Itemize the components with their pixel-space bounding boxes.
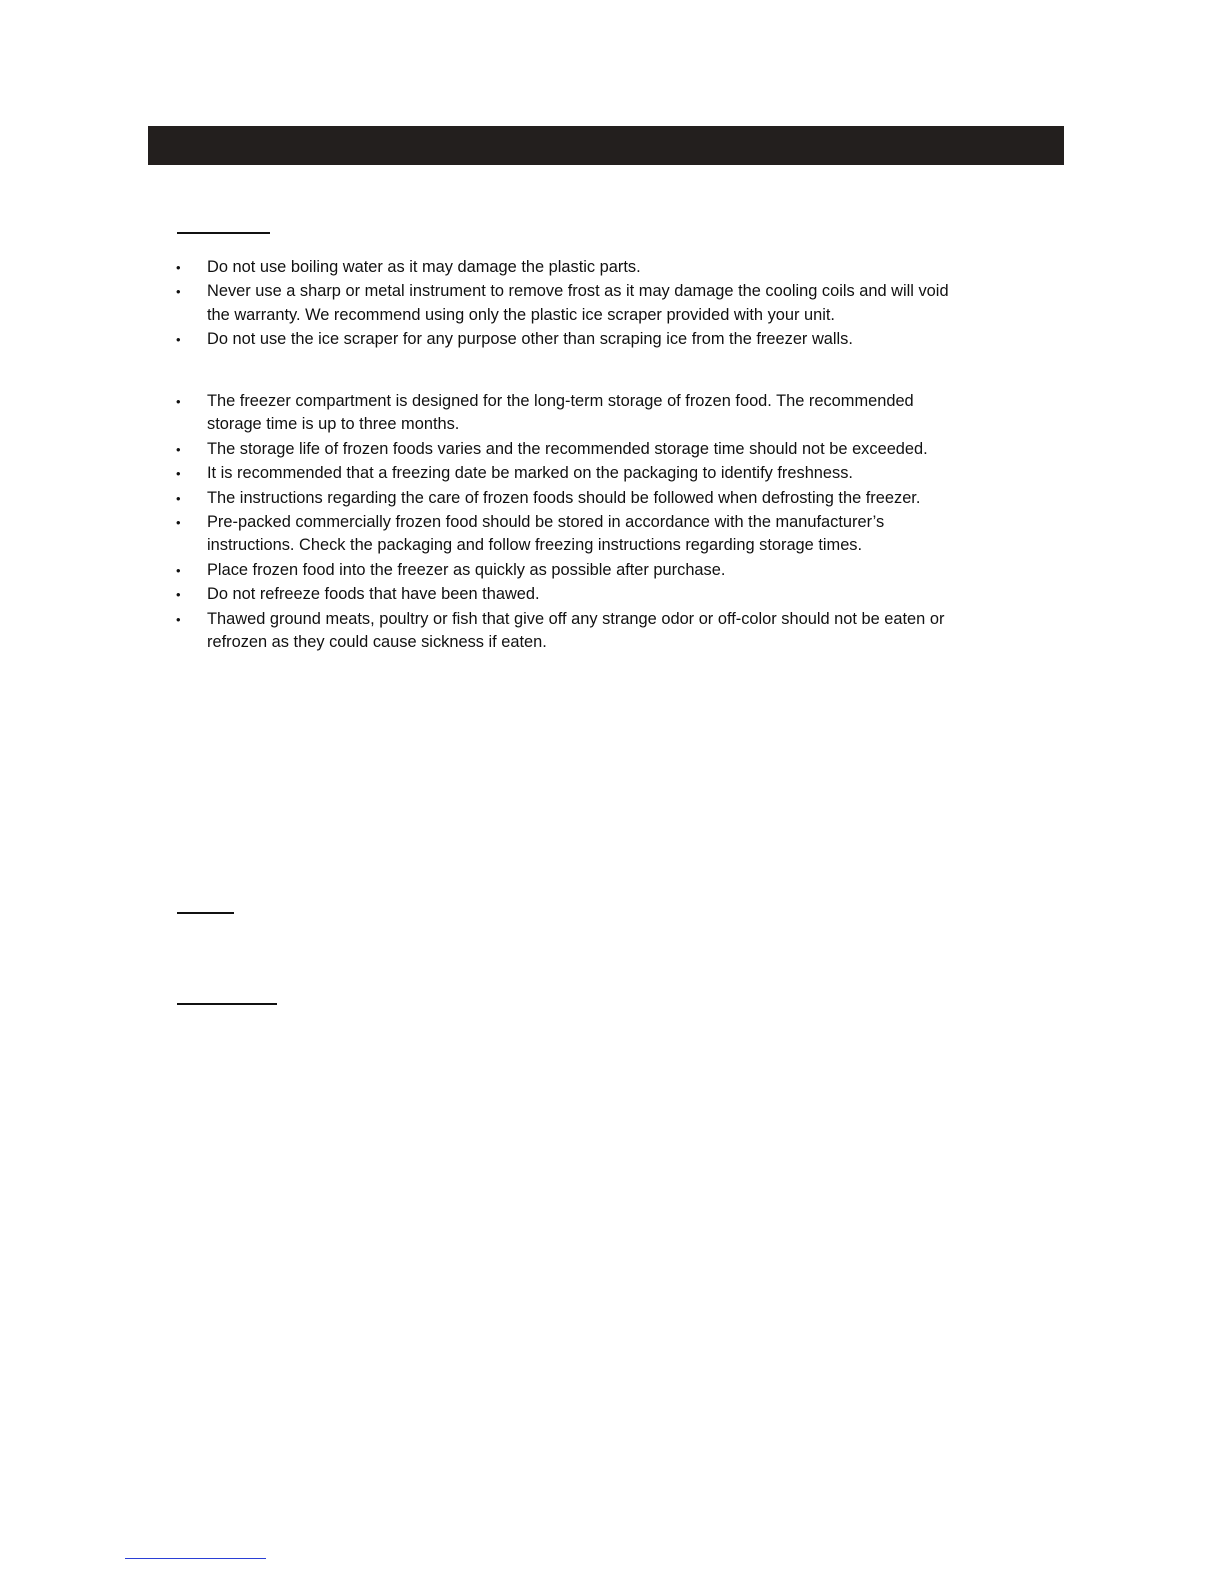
- list-item-text: Do not refreeze foods that have been thawed.: [207, 585, 540, 604]
- list-item: [0, 256, 967, 279]
- subheading-underline-2: [177, 912, 234, 914]
- list-item: [0, 487, 967, 510]
- footer-link-underline[interactable]: [125, 1558, 266, 1559]
- list-item: [0, 390, 967, 437]
- bullet-icon: •: [176, 466, 181, 482]
- bullet-icon: •: [176, 490, 181, 506]
- list-item: [0, 462, 967, 485]
- bullet-icon: •: [176, 611, 181, 627]
- bullet-icon: •: [176, 260, 181, 275]
- list-item-text: Never use a sharp or metal instrument to remove frost as it may damage the cooling coils and will void the warranty. We recommend using only the plastic ice scraper provided with your unit.: [207, 282, 949, 324]
- bullet-icon: •: [176, 562, 181, 578]
- bullet-icon: •: [176, 441, 181, 457]
- list-item: [0, 511, 967, 558]
- bullet-icon: •: [176, 332, 181, 348]
- bullet-icon: •: [176, 587, 181, 603]
- subheading-underline-1: [177, 232, 270, 234]
- list-item: [0, 438, 967, 461]
- subheading-underline-3: [177, 1003, 277, 1005]
- list-item-text: Thawed ground meats, poultry or fish that give off any strange odor or off-color should not be eaten or refrozen as they could cause sickness if eaten.: [207, 609, 945, 652]
- bullet-icon: •: [176, 284, 181, 300]
- frozen-food-storage-list: [0, 390, 967, 655]
- list-item: [0, 328, 967, 351]
- list-item: [0, 608, 967, 655]
- list-item-text: Place frozen food into the freezer as quickly as possible after purchase.: [207, 560, 726, 579]
- bullet-icon: •: [176, 394, 181, 409]
- list-item-text: Do not use the ice scraper for any purpose other than scraping ice from the freezer walls.: [207, 330, 853, 349]
- bullet-icon: •: [176, 515, 181, 531]
- list-item-text: The instructions regarding the care of frozen foods should be followed when defrosting the freezer.: [207, 488, 921, 507]
- list-item: [0, 559, 967, 582]
- list-item: [0, 280, 967, 327]
- list-item-text: Do not use boiling water as it may damage the plastic parts.: [207, 258, 641, 276]
- section-header-bar: [148, 126, 1064, 165]
- defrost-caution-list: [0, 256, 967, 353]
- list-item-text: The storage life of frozen foods varies and the recommended storage time should not be exceeded.: [207, 439, 928, 458]
- list-item-text: Pre-packed commercially frozen food should be stored in accordance with the manufacturer’s instructions. Check the packaging and follow freezing instructions regarding storage times.: [207, 513, 885, 555]
- list-item-text: The freezer compartment is designed for the long-term storage of frozen food. The recommended storage time is up to three months.: [207, 392, 914, 434]
- list-item-text: It is recommended that a freezing date be marked on the packaging to identify freshness.: [207, 464, 853, 483]
- list-item: [0, 583, 967, 606]
